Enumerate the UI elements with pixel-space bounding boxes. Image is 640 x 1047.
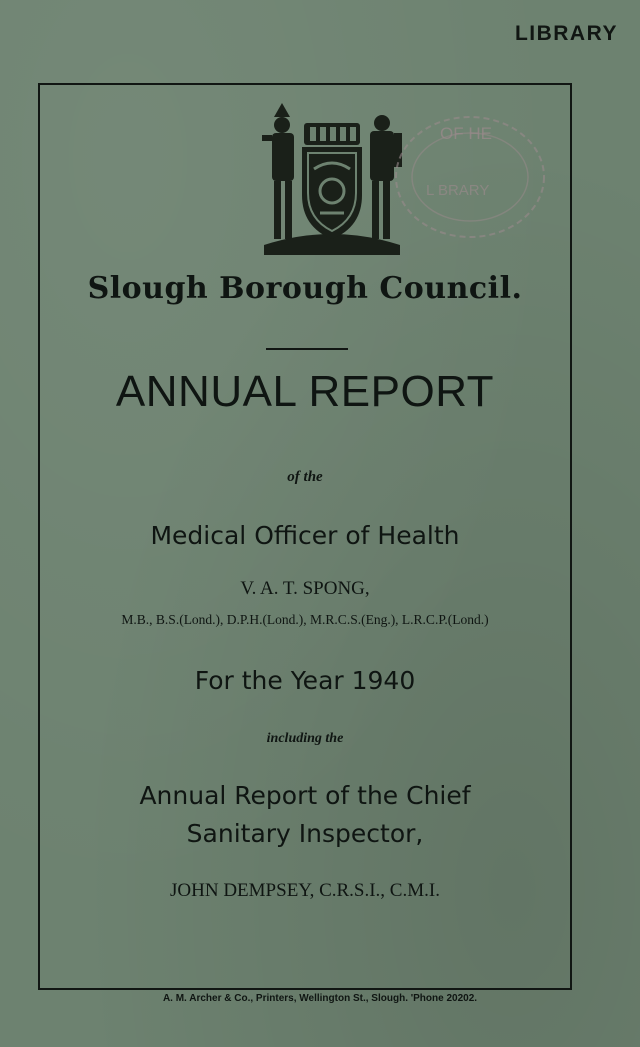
secondary-report-title-line2: Sanitary Inspector, [186, 819, 424, 848]
report-year: For the Year 1940 [194, 666, 416, 695]
library-seal-stamp-icon [390, 105, 555, 255]
council-name: Slough Borough Council. [87, 271, 523, 306]
seal-text-bottom: L BRARY [426, 182, 490, 199]
officer-qualifications: M.B., B.S.(Lond.), D.P.H.(Lond.), M.R.C.S.(Eng.), L.R.C.P.(Lond.) [121, 612, 489, 627]
inspector-name: JOHN DEMPSEY, C.R.S.I., C.M.I. [170, 880, 440, 901]
title-divider [266, 348, 348, 350]
of-the-label: of the [287, 469, 323, 485]
seal-text-top: OF HE [440, 124, 492, 143]
printer-imprint: A. M. Archer & Co., Printers, Wellington St., Slough. 'Phone 20202. [162, 993, 478, 1004]
report-subject: Medical Officer of Health [150, 521, 460, 550]
cover-frame [38, 83, 572, 990]
officer-name: V. A. T. SPONG, [240, 578, 370, 599]
including-the-label: including the [266, 731, 344, 746]
secondary-report-title-line1: Annual Report of the Chief [139, 781, 471, 810]
main-title: ANNUAL REPORT [115, 367, 495, 416]
library-stamp: LIBRARY [514, 22, 618, 45]
coat-of-arms-icon [252, 95, 412, 259]
